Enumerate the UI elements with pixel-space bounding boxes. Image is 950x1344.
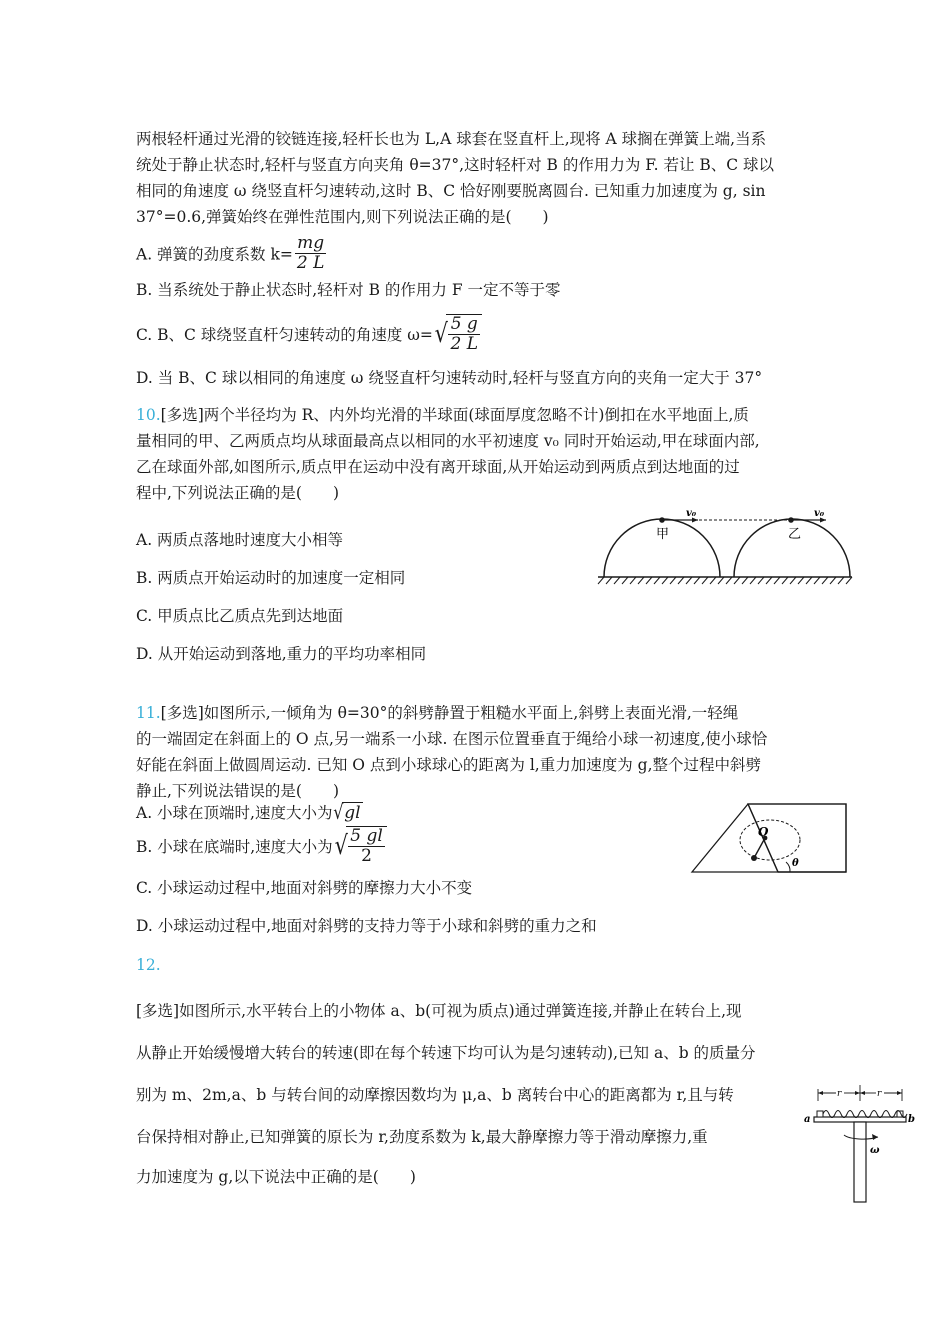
q9-option-a-text: A. 弹簧的劲度系数 k= <box>136 245 293 264</box>
r-label: r <box>877 1089 882 1099</box>
q11-line-1-text: [多选]如图所示,一倾角为 θ=30°的斜劈静置于粗糙水平面上,斜劈上表面光滑,一轻绳 <box>160 704 739 722</box>
radicand: gl <box>344 802 361 823</box>
q10-line-4: 程中,下列说法正确的是( ) <box>136 484 340 502</box>
q9-option-c[interactable] <box>136 314 482 354</box>
q10-option-c[interactable]: C. 甲质点比乙质点先到达地面 <box>136 607 344 625</box>
q9-option-c-text: C. B、C 球绕竖直杆匀速转动的角速度 ω= <box>136 326 433 344</box>
q12-turntable-figure <box>800 1085 920 1205</box>
q10-option-b[interactable]: B. 两质点开始运动时的加速度一定相同 <box>136 569 406 587</box>
fraction-numerator: mg <box>295 234 327 254</box>
fraction-denominator: 2 L <box>296 253 325 273</box>
q12-line-1: [多选]如图所示,水平转台上的小物体 a、b(可视为质点)通过弹簧连接,并静止在转台上,现 <box>136 1002 742 1020</box>
q11-number: 11. <box>136 704 161 722</box>
q10-line-1-text: [多选]两个半径均为 R、内外均光滑的半球面(球面厚度忽略不计)倒扣在水平地面上,质 <box>160 406 749 424</box>
q10-number: 10. <box>136 406 161 424</box>
q12-line-2: 从静止开始缓慢增大转台的转速(即在每个转速下均可认为是匀速转动),已知 a、b 的质量分 <box>136 1044 756 1062</box>
q11-option-b[interactable] <box>136 826 387 866</box>
r-label: r <box>837 1089 842 1099</box>
sqrt-symbol: √ $\frac{5 gl}{2}$ <box>333 826 387 866</box>
fraction-denominator: 2 L <box>450 334 478 354</box>
a-label: a <box>804 1114 811 1125</box>
q12-line-4: 台保持相对静止,已知弹簧的原长为 r,劲度系数为 k,最大静摩擦力等于滑动摩擦力,重 <box>136 1128 708 1146</box>
q11-line-1 <box>136 702 738 724</box>
q11-option-d[interactable]: D. 小球运动过程中,地面对斜劈的支持力等于小球和斜劈的重力之和 <box>136 917 597 935</box>
sqrt-symbol: √gl <box>333 800 361 824</box>
yi-label: 乙 <box>788 527 802 542</box>
q11-line-3: 好能在斜面上做圆周运动. 已知 O 点到小球球心的距离为 l,重力加速度为 g,整个过程中斜劈 <box>136 756 762 774</box>
q9-option-b[interactable]: B. 当系统处于静止状态时,轻杆对 B 的作用力 F 一定不等于零 <box>136 281 561 299</box>
b-label: b <box>908 1114 915 1125</box>
q10-option-a[interactable]: A. 两质点落地时速度大小相等 <box>136 531 344 549</box>
q12-line-3: 别为 m、2m,a、b 与转台间的动摩擦因数均为 μ,a、b 离转台中心的距离都为 r,且与转 <box>136 1086 734 1104</box>
q9-option-a-fraction <box>295 234 327 273</box>
q10-hemispheres-figure <box>590 500 860 590</box>
sqrt-symbol: √ $\frac{5 g}{2 L}$ <box>433 314 482 354</box>
q11-option-b-text: B. 小球在底端时,速度大小为 <box>136 838 333 856</box>
fraction-numerator: 5 g <box>448 315 480 335</box>
q11-incline-figure <box>690 800 860 880</box>
q9-line-1: 两根轻杆通过光滑的铰链连接,轻杆长也为 L,A 球套在竖直杆上,现将 A 球搁在弹簧上端,当系 <box>136 130 767 148</box>
jia-label: 甲 <box>656 527 670 542</box>
v0-label: v₀ <box>814 508 825 519</box>
q11-option-a-text: A. 小球在顶端时,速度大小为 <box>136 804 333 822</box>
q9-line-4: 37°=0.6,弹簧始终在弹性范围内,则下列说法正确的是( ) <box>136 208 549 226</box>
q10-line-3: 乙在球面外部,如图所示,质点甲在运动中没有离开球面,从开始运动到两质点到达地面的过 <box>136 458 740 476</box>
o-point-label: O <box>758 825 769 839</box>
q11-line-4: 静止,下列说法错误的是( ) <box>136 782 340 800</box>
q9-line-3: 相同的角速度 ω 绕竖直杆匀速转动,这时 B、C 恰好刚要脱离圆台. 已知重力加速度为 g, sin <box>136 182 766 200</box>
v0-label: v₀ <box>686 508 697 519</box>
q12-line-5: 力加速度为 g,以下说法中正确的是( ) <box>136 1168 416 1186</box>
q9-line-2: 统处于静止状态时,轻杆与竖直方向夹角 θ=37°,这时轻杆对 B 的作用力为 F. 若让 B、C 球以 <box>136 156 775 174</box>
q11-option-c[interactable]: C. 小球运动过程中,地面对斜劈的摩擦力大小不变 <box>136 879 473 897</box>
q9-option-d[interactable]: D. 当 B、C 球以相同的角速度 ω 绕竖直杆匀速转动时,轻杆与竖直方向的夹角一定大于 37° <box>136 369 763 387</box>
q9-option-a[interactable] <box>136 234 328 273</box>
fraction-denominator: 2 <box>361 846 372 866</box>
theta-label: θ <box>792 858 799 869</box>
q10-line-2: 量相同的甲、乙两质点均从球面最高点以相同的水平初速度 v₀ 同时开始运动,甲在球面内部, <box>136 432 760 450</box>
omega-label: ω <box>870 1145 880 1156</box>
q11-line-2: 的一端固定在斜面上的 O 点,另一端系一小球. 在图示位置垂直于绳给小球一初速度,使小球恰 <box>136 730 768 748</box>
q10-option-d[interactable]: D. 从开始运动到落地,重力的平均功率相同 <box>136 645 427 663</box>
fraction-numerator: 5 gl <box>350 826 383 846</box>
q10-line-1 <box>136 404 749 426</box>
q12-number: 12. <box>136 956 161 974</box>
q11-option-a[interactable] <box>136 800 363 824</box>
